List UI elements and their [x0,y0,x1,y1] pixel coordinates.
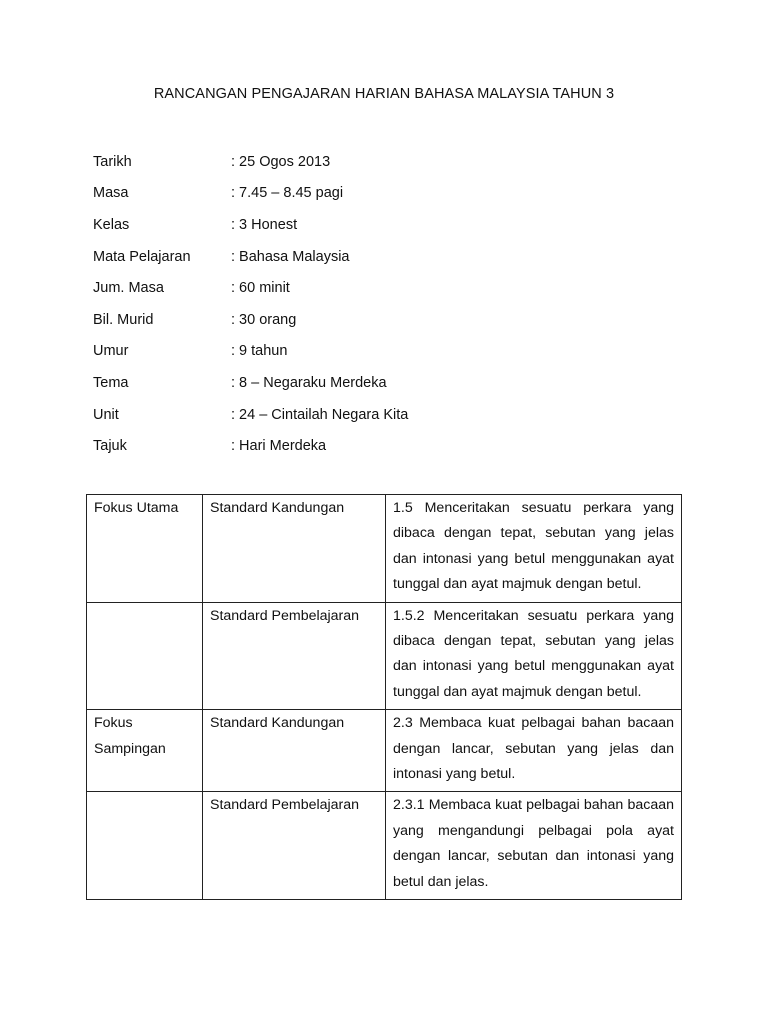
focus-cell: Fokus Sampingan [87,710,203,792]
info-value: : 60 minit [231,280,290,297]
info-row-tarikh [93,146,693,178]
description-cell: 2.3 Membaca kuat pelbagai bahan bacaan dengan lancar, sebutan yang jelas dan intonasi yang betul. [386,710,682,792]
info-value: : 8 – Negaraku Merdeka [231,374,387,391]
info-row-bil-murid [93,304,693,336]
description-cell: 1.5.2 Menceritakan sesuatu perkara yang dibaca dengan tepat, sebutan yang jelas dan intonasi yang betul menggunakan ayat tunggal dan ayat majmuk dengan betul. [386,602,682,710]
info-label: Umur [93,343,129,360]
focus-cell [87,602,203,710]
page-title: RANCANGAN PENGAJARAN HARIAN BAHASA MALAYSIA TAHUN 3 [153,86,615,102]
info-value: : 9 tahun [231,343,288,360]
info-label: Mata Pelajaran [93,248,191,265]
standard-cell: Standard Kandungan [203,495,386,603]
table-row [87,792,682,900]
table-row [87,495,682,603]
info-row-tajuk [93,430,693,462]
info-label: Bil. Murid [93,311,154,328]
info-label: Unit [93,406,119,423]
info-label: Jum. Masa [93,280,164,297]
info-label: Tema [93,374,129,391]
info-value: : 24 – Cintailah Negara Kita [231,406,409,423]
standard-cell: Standard Pembelajaran [203,792,386,900]
info-label: Tajuk [93,438,127,455]
info-value: : Hari Merdeka [231,438,327,455]
info-row-jum-masa [93,272,693,304]
standards-table [86,494,682,900]
info-value: : Bahasa Malaysia [231,248,350,265]
focus-cell [87,792,203,900]
info-row-unit [93,399,693,431]
description-cell: 2.3.1 Membaca kuat pelbagai bahan bacaan yang mengandungi pelbagai pola ayat dengan lancar, sebutan dan intonasi yang betul dan jelas. [386,792,682,900]
info-row-umur [93,336,693,368]
info-value: : 25 Ogos 2013 [231,153,331,170]
standard-cell: Standard Kandungan [203,710,386,792]
standard-cell: Standard Pembelajaran [203,602,386,710]
lesson-info-list [93,146,693,462]
info-value: : 30 orang [231,311,297,328]
info-row-tema [93,367,693,399]
description-cell: 1.5 Menceritakan sesuatu perkara yang dibaca dengan tepat, sebutan yang jelas dan intonasi yang betul menggunakan ayat tunggal dan ayat majmuk dengan betul. [386,495,682,603]
info-label: Tarikh [93,153,132,170]
info-label: Kelas [93,216,130,233]
table-row [87,602,682,710]
info-row-kelas [93,209,693,241]
info-row-mata-pelajaran [93,241,693,273]
info-value: : 7.45 – 8.45 pagi [231,185,344,202]
info-value: : 3 Honest [231,216,298,233]
table-row [87,710,682,792]
info-row-masa [93,178,693,210]
focus-cell: Fokus Utama [87,495,203,603]
info-label: Masa [93,185,129,202]
